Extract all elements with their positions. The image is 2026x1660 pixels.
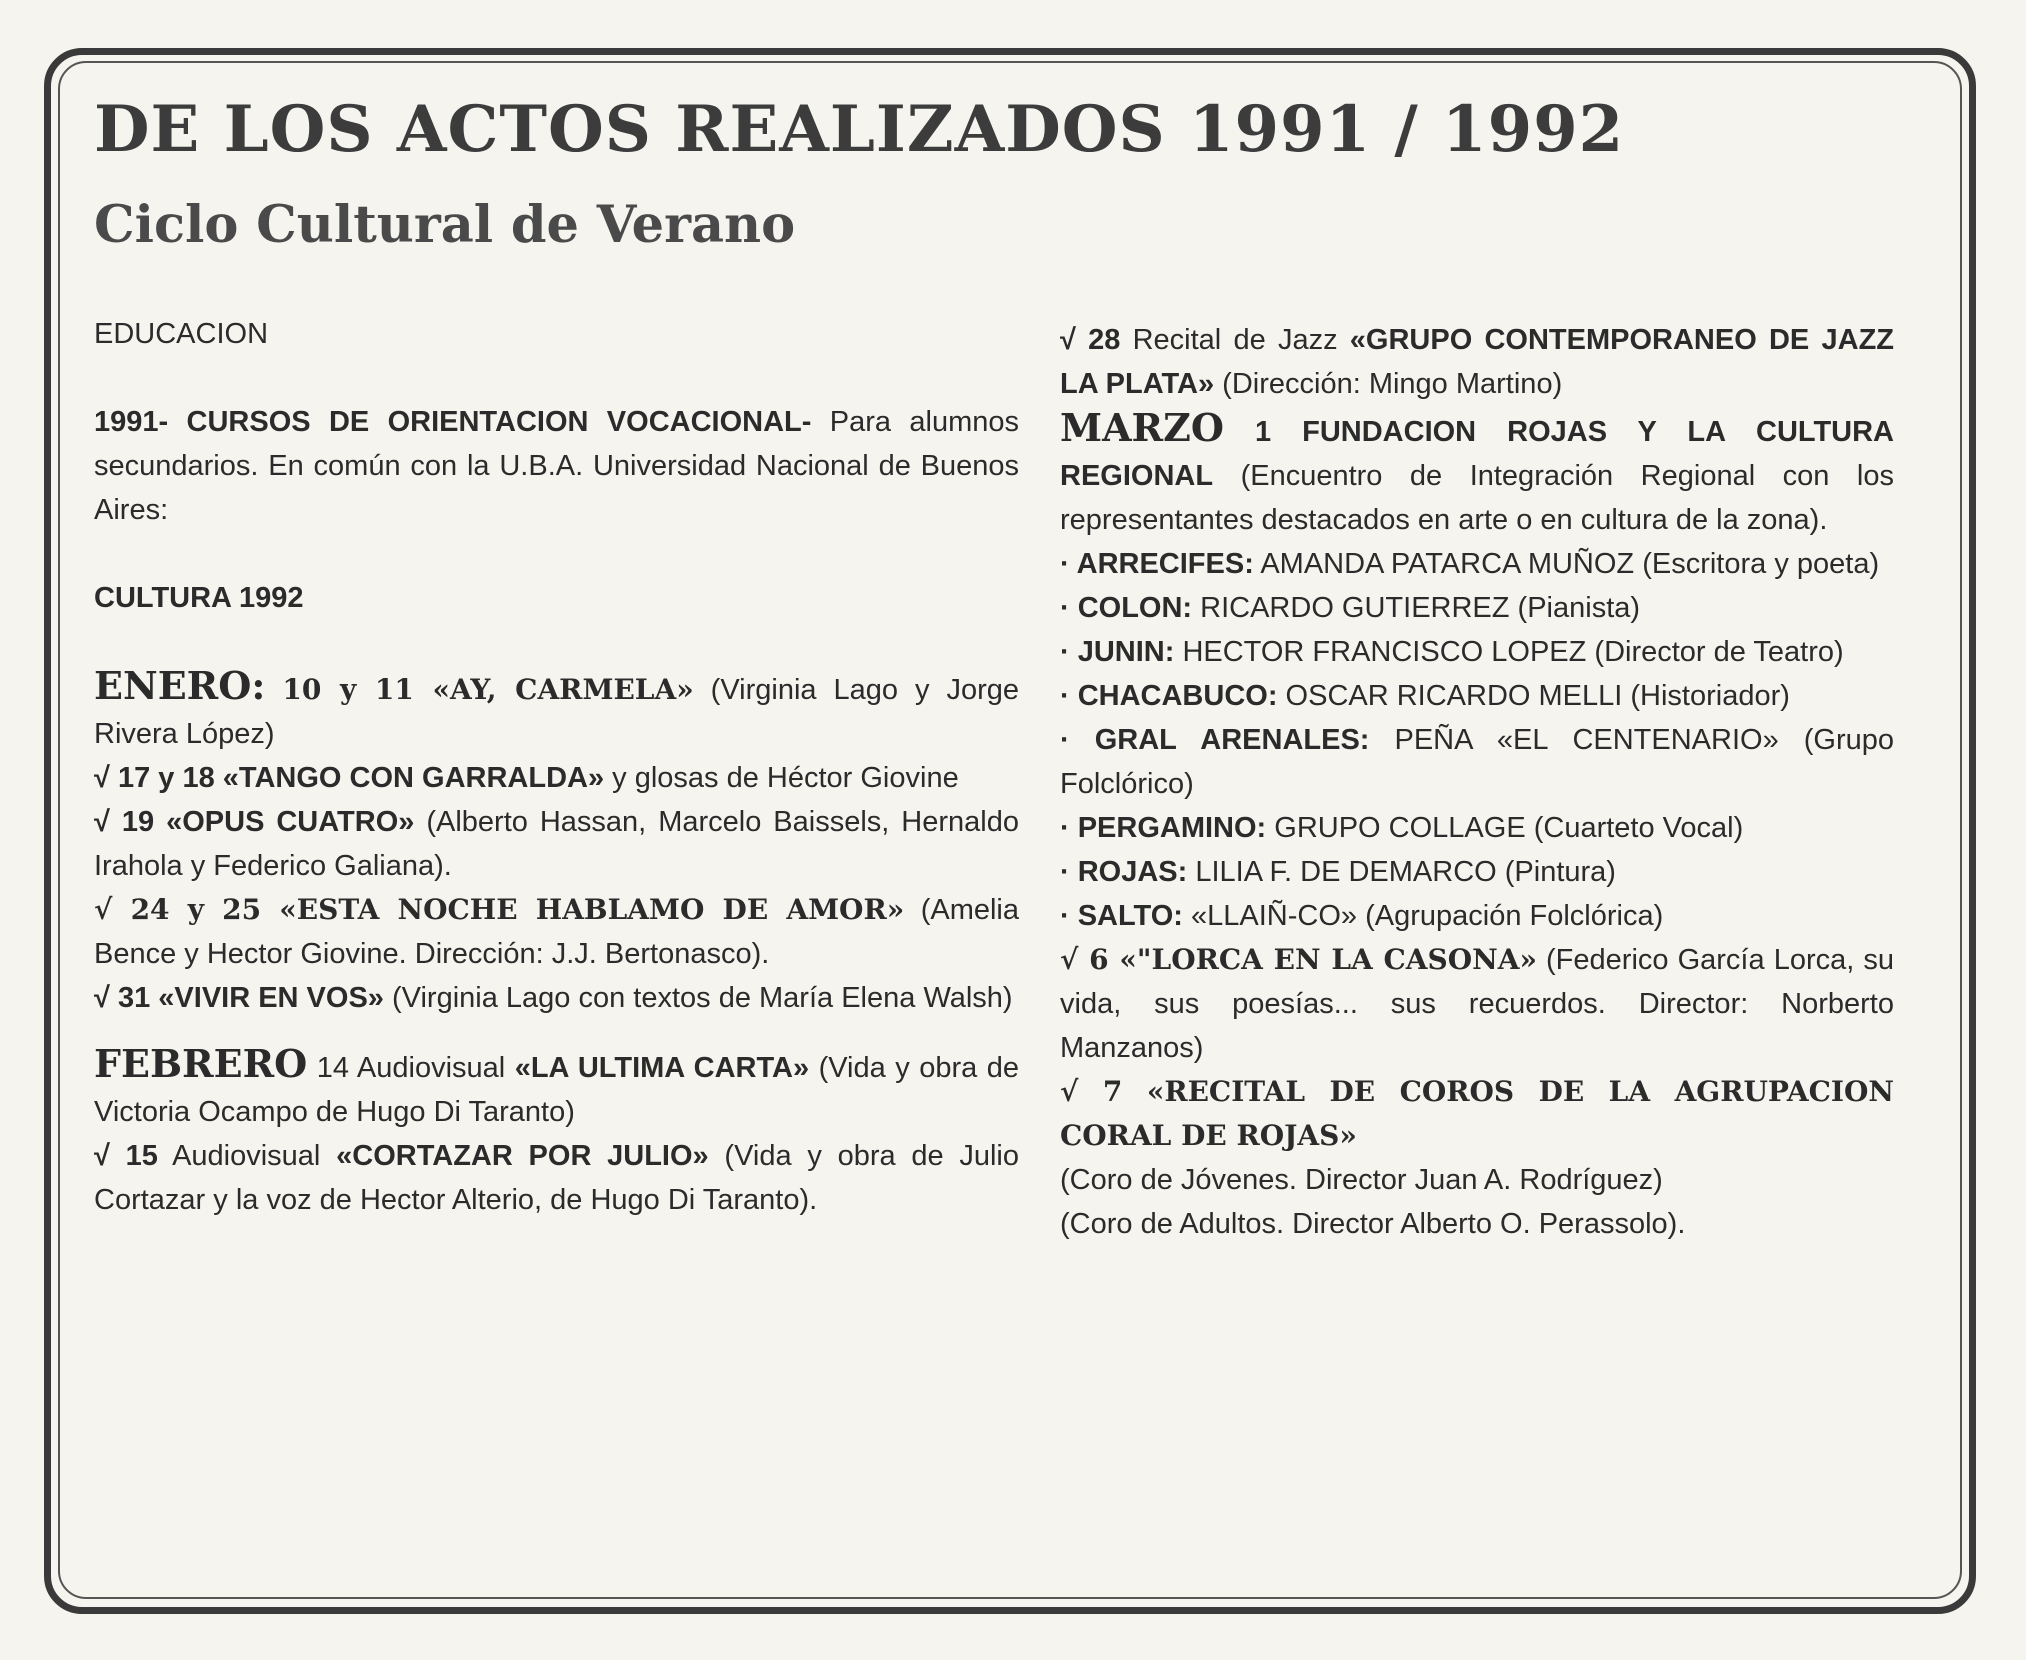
- event-date: √ 15: [94, 1140, 158, 1172]
- enero-entry-4: [94, 888, 1019, 976]
- cursos-paragraph: [94, 400, 1019, 532]
- town-label: · GRAL ARENALES:: [1060, 724, 1370, 756]
- list-item: [1060, 718, 1894, 806]
- febrero-entry-3: [1060, 318, 1894, 406]
- enero-entry-3: [94, 800, 1019, 888]
- cultura-heading: CULTURA 1992: [94, 582, 304, 614]
- event-date: √ 28: [1060, 324, 1121, 356]
- event-title: «LA ULTIMA CARTA»: [514, 1052, 810, 1084]
- event-detail: (Amelia Bence y Hector Giovine. Dirección: J.J. Bertonasco).: [94, 894, 1020, 970]
- event-title: 10 y 11 «AY, CARMELA»: [282, 673, 694, 706]
- month-enero: ENERO:: [94, 663, 266, 708]
- event-detail: (Virginia Lago con textos de María Elena Walsh): [383, 982, 1013, 1014]
- section-educacion: EDUCACION: [94, 318, 269, 350]
- artist-detail: «LLAIÑ-CO» (Agrupación Folclórica): [1182, 900, 1664, 932]
- event-detail: (Federico García Lorca, su vida, sus poesías... sus recuerdos. Director: Norberto Manzanos): [1060, 944, 1894, 1064]
- enero-entry-1: [94, 664, 1019, 756]
- month-marzo: MARZO: [1060, 405, 1224, 450]
- list-item: [1060, 586, 1894, 630]
- artist-detail: LILIA F. DE DEMARCO (Pintura): [1187, 856, 1616, 888]
- list-item: [1060, 894, 1894, 938]
- marzo-entry: [1060, 406, 1894, 542]
- event-type: Recital de Jazz: [1120, 324, 1350, 356]
- right-column: [1060, 318, 1894, 1246]
- cursos-body: Para alumnos secundarios. En común con la U.B.A. Universidad Nacional de Buenos Aires:: [94, 406, 1019, 526]
- enero-entry-5: [94, 976, 1019, 1020]
- town-label: · ROJAS:: [1060, 856, 1188, 888]
- event-detail: (Virginia Lago y Jorge Rivera López): [94, 674, 1019, 750]
- event-detail: (Alberto Hassan, Marcelo Baissels, Hernaldo Irahola y Federico Galiana).: [94, 806, 1019, 882]
- list-item: [1060, 630, 1894, 674]
- event-title: «CORTAZAR POR JULIO»: [336, 1140, 709, 1172]
- event-type: Audiovisual: [157, 1140, 337, 1172]
- enero-entry-2: [94, 756, 1019, 800]
- list-item: [1060, 542, 1894, 586]
- event-detail: (Vida y obra de Victoria Ocampo de Hugo Di Taranto): [94, 1052, 1019, 1128]
- marzo-entry-lorca: [1060, 938, 1894, 1070]
- event-title: √ 31 «VIVIR EN VOS»: [94, 982, 384, 1014]
- town-label: · SALTO:: [1060, 900, 1183, 932]
- event-title: 1 FUNDACION ROJAS Y LA CULTURA REGIONAL: [1060, 416, 1894, 492]
- list-item: [1060, 674, 1894, 718]
- artist-detail: AMANDA PATARCA MUÑOZ (Escritora y poeta): [1253, 548, 1880, 580]
- section-cultura: [94, 576, 1019, 620]
- artist-detail: GRUPO COLLAGE (Cuarteto Vocal): [1266, 812, 1744, 844]
- event-detail: (Encuentro de Integración Regional con los representantes destacados en arte o en cultura de la zona).: [1060, 460, 1894, 536]
- page-title: DE LOS ACTOS REALIZADOS 1991 / 1992: [94, 92, 1625, 167]
- coros-detail-1: (Coro de Jóvenes. Director Juan A. Rodríguez): [1060, 1164, 1663, 1196]
- event-title: √ 6 «"LORCA EN LA CASONA»: [1060, 943, 1537, 976]
- list-item: [1060, 850, 1894, 894]
- marzo-entry-coros: [1060, 1070, 1894, 1158]
- event-detail: y glosas de Héctor Giovine: [604, 762, 959, 794]
- febrero-entry-2: [94, 1134, 1019, 1222]
- cursos-heading: 1991- CURSOS DE ORIENTACION VOCACIONAL-: [94, 406, 812, 438]
- event-date: 14 Audiovisual: [307, 1052, 515, 1084]
- coros-detail-2: (Coro de Adultos. Director Alberto O. Perassolo).: [1060, 1208, 1686, 1240]
- town-label: · CHACABUCO:: [1060, 680, 1278, 712]
- artist-detail: RICARDO GUTIERREZ (Pianista): [1192, 592, 1641, 624]
- event-title: √ 24 y 25 «ESTA NOCHE HABLAMO DE AMOR»: [94, 893, 905, 926]
- town-label: · JUNIN:: [1060, 636, 1175, 668]
- event-title: √ 19 «OPUS CUATRO»: [94, 806, 415, 838]
- list-item: [1060, 806, 1894, 850]
- event-title: «GRUPO CONTEMPORANEO DE JAZZ LA PLATA»: [1060, 324, 1894, 400]
- artist-detail: HECTOR FRANCISCO LOPEZ (Director de Teatro): [1174, 636, 1844, 668]
- town-label: · PERGAMINO:: [1060, 812, 1267, 844]
- event-detail: (Vida y obra de Julio Cortazar y la voz de Hector Alterio, de Hugo Di Taranto).: [94, 1140, 1020, 1216]
- event-detail: (Dirección: Mingo Martino): [1214, 368, 1563, 400]
- town-label: · COLON:: [1060, 592, 1193, 624]
- artist-detail: PEÑA «EL CENTENARIO» (Grupo Folclórico): [1060, 724, 1894, 800]
- event-title: √ 7 «RECITAL DE COROS DE LA AGRUPACION CORAL DE ROJAS»: [1060, 1075, 1894, 1152]
- artist-detail: OSCAR RICARDO MELLI (Historiador): [1277, 680, 1790, 712]
- month-febrero: FEBRERO: [94, 1041, 308, 1086]
- febrero-entry-1: [94, 1042, 1019, 1134]
- event-title: √ 17 y 18 «TANGO CON GARRALDA»: [94, 762, 605, 794]
- page-subtitle: Ciclo Cultural de Verano: [94, 195, 796, 255]
- left-column: [94, 312, 1019, 1222]
- town-label: · ARRECIFES:: [1060, 548, 1254, 580]
